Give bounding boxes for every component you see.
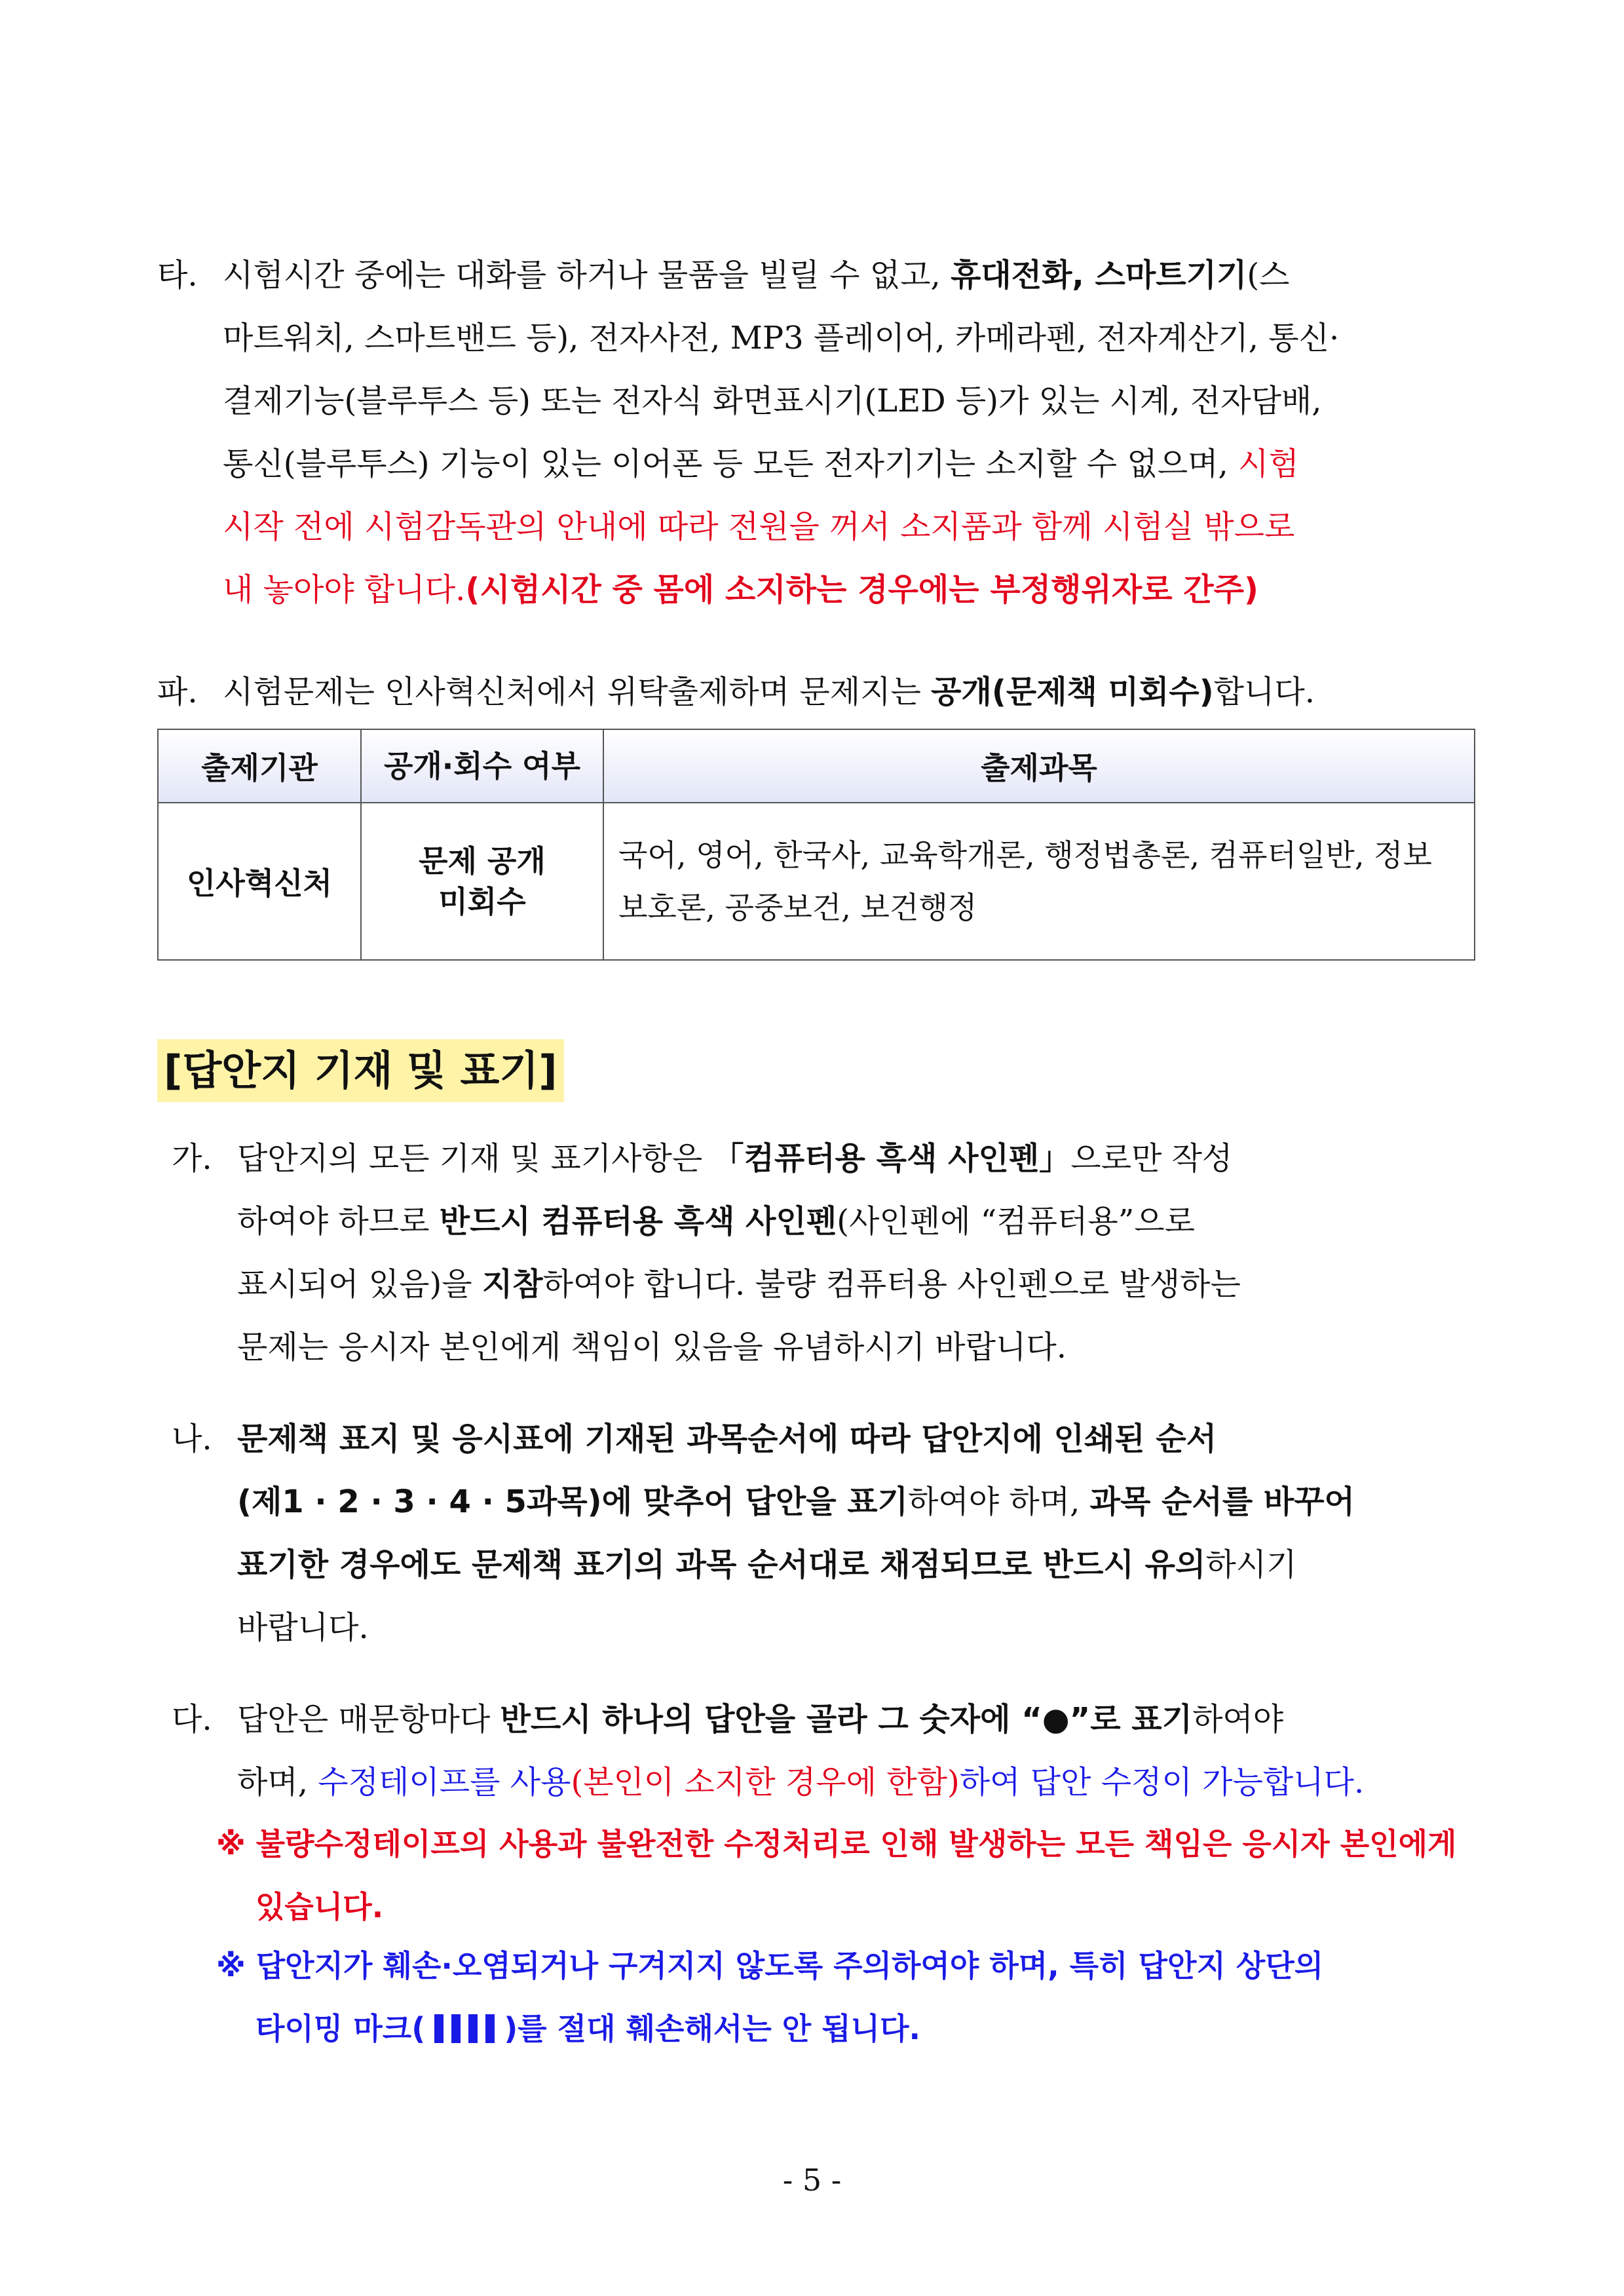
text-line	[216, 1812, 1474, 1875]
bold-text: (제1 · 2 · 3 · 4 · 5과목)에 맞추어 답안을 표기	[237, 1483, 909, 1520]
text-line	[172, 1190, 1474, 1253]
note-text: )를 절대 훼손해서는 안 됩니다.	[504, 2011, 921, 2046]
note-text: 타이밍 마크(	[255, 2011, 426, 2046]
list-marker: 다.	[172, 1701, 212, 1738]
header-disclosure: 공개·회수 여부	[361, 729, 603, 803]
text-line	[157, 432, 1474, 495]
text-line	[172, 1596, 1474, 1659]
timing-mark-icon	[434, 2014, 495, 2043]
note-caution	[216, 1934, 1474, 2060]
text-line	[216, 1997, 1474, 2060]
text-line	[157, 370, 1474, 432]
text-span: 시험시간 중에는 대화를 하거나 물품을 빌릴 수 없고,	[223, 257, 951, 294]
text-span: 답안지의 모든 기재 및 표기사항은	[237, 1140, 713, 1177]
list-marker: 파.	[157, 674, 198, 710]
table-header-row	[158, 729, 1475, 803]
text-span: 하여야 하며,	[908, 1483, 1090, 1520]
disclosure-line: 미회수	[438, 884, 526, 919]
blue-text: 하여 답안 수정이 가능합니다.	[959, 1764, 1365, 1801]
text-line	[172, 1751, 1474, 1814]
text-line	[172, 1316, 1474, 1379]
subjects-line: 보호론, 공중보건, 보건행정	[618, 890, 977, 925]
cell-subjects	[603, 803, 1475, 960]
list-marker: 나.	[172, 1421, 212, 1457]
text-span: 하여야 하므로	[237, 1203, 440, 1240]
bold-text: 표기한 경우에도 문제책 표기의 과목 순서대로 채점되므로 반드시 유의	[237, 1546, 1206, 1583]
text-span: 문제는 응시자 본인에게 책임이 있음을 유념하시기 바랍니다.	[237, 1329, 1067, 1366]
red-text: 내 놓아야 합니다.	[223, 571, 466, 608]
text-span: 시험문제는 인사혁신처에서 위탁출제하며 문제지는	[223, 674, 932, 710]
text-span: 하시기	[1205, 1546, 1297, 1583]
text-line	[157, 660, 1474, 723]
text-line	[157, 558, 1474, 621]
text-span: 마트워치, 스마트밴드 등), 전자사전, MP3 플레이어, 카메라펜, 전자계산기, 통신·	[223, 320, 1340, 356]
cell-disclosure	[361, 803, 603, 960]
text-span: 합니다.	[1213, 674, 1315, 710]
cell-agency: 인사혁신처	[158, 803, 361, 960]
disclosure-line: 문제 공개	[419, 843, 546, 879]
bold-text: 「컴퓨터용 흑색 사인펜」	[712, 1140, 1071, 1177]
text-span: (스	[1247, 257, 1290, 294]
text-line	[172, 1470, 1474, 1533]
red-text: 시작 전에 시험감독관의 안내에 따라 전원을 꺼서 소지품과 함께 시험실 밖으로	[223, 508, 1295, 545]
page-number: - 5 -	[782, 2162, 842, 2198]
bold-text: 과목 순서를 바꾸어	[1089, 1483, 1355, 1520]
text-span: 으로만 작성	[1070, 1140, 1233, 1177]
text-span: 하여야 합니다. 불량 컴퓨터용 사인펜으로 발생하는	[542, 1266, 1241, 1303]
list-marker: 타.	[157, 257, 198, 294]
text-line	[157, 244, 1474, 307]
text-line	[172, 1253, 1474, 1316]
red-text: (본인이 소지한 경우에 한함)	[571, 1764, 960, 1801]
red-bold-text: (시험시간 중 몸에 소지하는 경우에는 부정행위자로 간주)	[465, 571, 1258, 608]
bold-text: 휴대전화, 스마트기기	[951, 257, 1247, 294]
text-span: 결제기능(블루투스 등) 또는 전자식 화면표시기(LED 등)가 있는 시계, 전자담배,	[223, 383, 1322, 419]
bold-text: 공개(문제책 미회수)	[931, 674, 1214, 710]
subjects-line: 국어, 영어, 한국사, 교육학개론, 행정법총론, 컴퓨터일반, 정보	[618, 837, 1432, 873]
bold-text: 반드시 컴퓨터용 흑색 사인펜	[439, 1203, 837, 1240]
note-warning	[216, 1812, 1474, 1938]
bold-text: 문제책 표지 및 응시표에 기재된 과목순서에 따라 답안지에 인쇄된 순서	[237, 1421, 1217, 1457]
text-line	[172, 1407, 1474, 1470]
text-span: 답안은 매문항마다	[237, 1701, 500, 1738]
table-row	[158, 803, 1475, 960]
exam-info-table	[157, 729, 1475, 961]
text-span: 하며,	[237, 1764, 318, 1801]
paragraph-ga	[172, 1127, 1474, 1379]
paragraph-ta	[157, 244, 1474, 621]
text-line	[172, 1688, 1474, 1751]
paragraph-da	[172, 1688, 1474, 1814]
note-text: 있습니다.	[255, 1889, 384, 1924]
paragraph-na	[172, 1407, 1474, 1659]
bold-text: 반드시 하나의 답안을 골라 그 숫자에 “●”로 표기	[500, 1701, 1193, 1738]
section-heading: [답안지 기재 및 표기]	[157, 1039, 564, 1102]
note-symbol: ※	[216, 1948, 246, 1983]
text-line	[157, 307, 1474, 370]
text-span: 하여야	[1192, 1701, 1284, 1738]
text-line	[157, 495, 1474, 558]
text-line	[216, 1875, 1474, 1938]
text-span: (사인펜에 “컴퓨터용”으로	[837, 1203, 1196, 1240]
text-line	[216, 1934, 1474, 1997]
paragraph-pa	[157, 660, 1474, 723]
bold-text: 지참	[482, 1266, 543, 1303]
text-span: 통신(블루투스) 기능이 있는 이어폰 등 모든 전자기기는 소지할 수 없으며,	[223, 446, 1238, 482]
header-subjects: 출제과목	[603, 729, 1475, 803]
text-line	[172, 1127, 1474, 1190]
text-span: 바랍니다.	[237, 1609, 369, 1646]
list-marker: 가.	[172, 1140, 212, 1177]
blue-text: 수정테이프를 사용	[318, 1764, 571, 1801]
note-text: 답안지가 훼손·오염되거나 구겨지지 않도록 주의하여야 하며, 특히 답안지 상단의	[255, 1948, 1324, 1983]
text-span: 표시되어 있음)을	[237, 1266, 482, 1303]
text-line	[172, 1533, 1474, 1596]
note-symbol: ※	[216, 1826, 246, 1862]
note-text: 불량수정테이프의 사용과 불완전한 수정처리로 인해 발생하는 모든 책임은 응시자 본인에게	[255, 1826, 1457, 1862]
red-text: 시험	[1237, 446, 1299, 482]
header-agency: 출제기관	[158, 729, 361, 803]
